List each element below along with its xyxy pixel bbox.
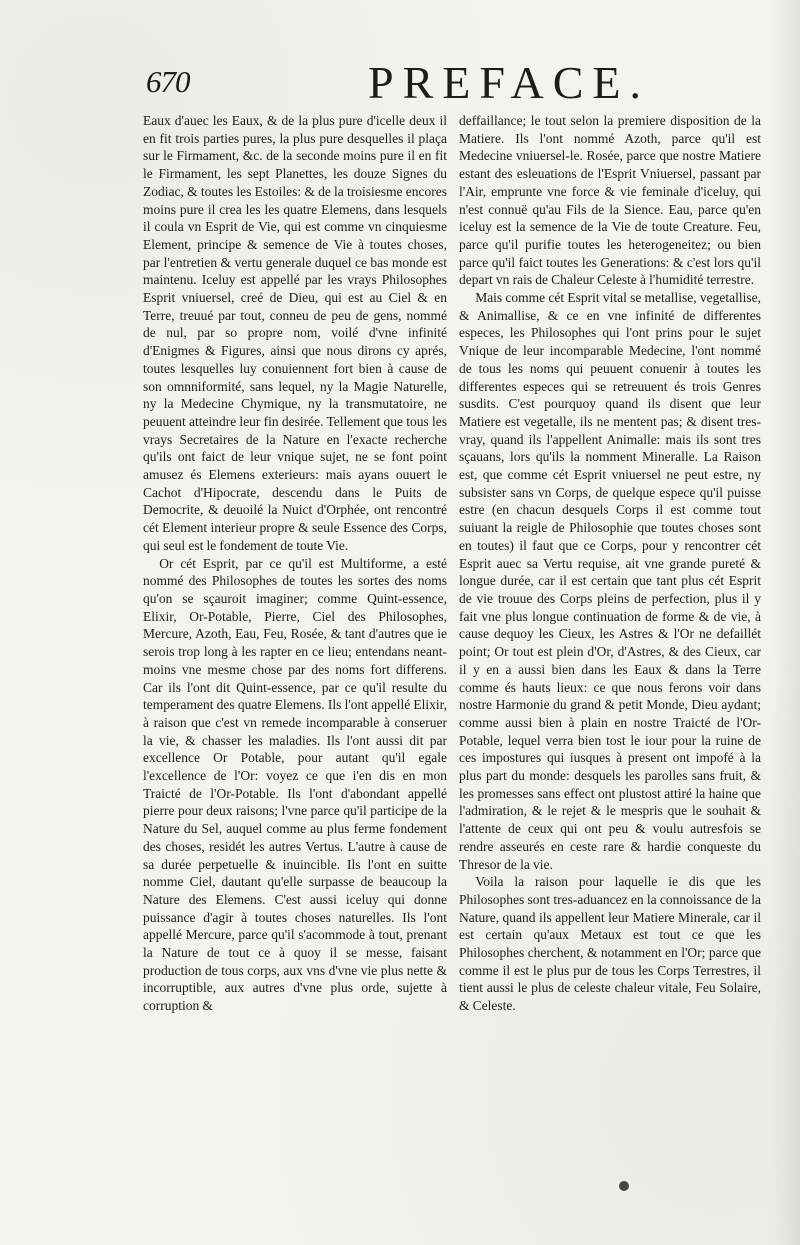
- right-paragraph-2: Mais comme cét Esprit vital se metallise, vegetallise, & Animallise, & ce en vne infinité de differentes especes, les Philosophes qui l'ont prins pour le sujet Vnique de leur incomparable Medecine, l'ont nommé de tous les noms qui peuuent conuenir à toutes les differentes especes qui se retreuuent és trois Genres susdits. C'est pourquoy quand ils disent que leur Matiere est vegetalle, ils ne mentent pas; & disent tres-vray, quand ils l'appellent Animalle: mais ils sont tres sçauans, lors qu'ils la nomment Mineralle. La Raison est, que comme cét Esprit vniuersel ne peut estre, ny subsister sans vn Corps, de quelque espece qu'il puisse estre (en chacun desquels Corps il est comme tout suiuant la reigle de Philosophie que toutes choses sont en toutes) il faut que ce Corps, pour y rencontrer cét Esprit auec sa Vertu requise, ait vne grande pureté & longue durée, car il est certain que tant plus cét Esprit de vie trouue des Corps pleins de perfection, plus il y fait vne plus longue continuation de forme & de vie, à cause dequoy les Cieux, les Astres & l'Or ne defaillét point; Or tout est plein d'Or, d'Astres, & des Cieux, car il y en a aussi bien dans les Eaux & dans la Terre comme és hauts lieux: ce que nous ferons voir dans nostre Harmonie du grand & petit Monde, Dieu aydant; comme aussi bien à plain en nostre Traicté de l'Or-Potable, lequel verra bien tost le iour pour la ruine de ces impostures qui iusques à present ont impofé à la plus part du monde: desquels les parolles sans fruit, & les promesses sans effect ont plustost attiré la haine que l'admiration, & le rejet & le mespris que le souhait & l'attente de ceux qui ont peu & voulu autresfois se rendre asseurés en ceste rare & hardie conqueste du Thresor de la vie.: [459, 290, 761, 872]
- page-number: 670: [146, 64, 190, 99]
- left-paragraph-2: Or cét Esprit, par ce qu'il est Multiforme, a esté nommé des Philosophes de toutes les sortes des noms qu'on se sçauroit imaginer; comme Quint-essence, Elixir, Or-Potable, Pierre, Ciel des Philosophes, Mercure, Azoth, Eau, Feu, Rosée, & tant d'autres que ie serois trop long à les rapter en ce lieu; entendans neant-moins vne mesme chose par des noms fort differens. Car ils l'ont dit Quint-essence, par ce qu'il resulte du temperament des quatre Elemens. Ils l'ont appellé Elixir, à raison que c'est vn remede incomparable à conseruer la vie, & chasser les maladies. Ils l'ont aussi dit par excellence Or Potable, pour autant qu'il egale l'excellence de l'Or: voyez ce que i'en dis en mon Traicté de l'Or-Potable. Ils l'ont d'abondant appellé pierre pour deux raisons; l'vne parce qu'il participe de la Nature du Sel, auquel comme au plus ferme fondement des choses, residét les autres Vertus. L'autre à cause de sa durée perpetuelle & inuincible. Ils l'ont en suitte nomme Ciel, dautant qu'elle surpasse de beaucoup la Nature des Elemens. C'est aussi iceluy qui donne puissance d'agir à toutes choses naturelles. Ils l'ont appellé Mercure, parce qu'il s'acommode à tout, prenant la Nature de tout ce à quoy il se messe, faisant production de tous corps, aux vns d'vne vie plus nette & incorruptible, aux autres d'vne plus orde, sujette à corruption &: [143, 555, 447, 1014]
- circle-ornament: [619, 1181, 629, 1191]
- left-text-column: [143, 112, 447, 1132]
- page-edge-shadow: [770, 0, 800, 1245]
- running-title: PREFACE.: [368, 57, 651, 108]
- right-paragraph-3: Voila la raison pour laquelle ie dis que les Philosophes sont tres-aduancez en la connoissance de la Nature, quand ils appellent leur Matiere Minerale, car il est certain qu'aux Metaux est tout ce que les Philosophes cherchent, & notamment en l'Or; parce que comme il est le plus pur de tous les Corps Terrestres, il tient aussi le plus de celeste chaleur vitale, Feu Solaire, & Celeste.: [459, 874, 761, 1014]
- page-header: [146, 48, 756, 108]
- right-text-column: [459, 112, 761, 1132]
- left-paragraph-1: Eaux d'auec les Eaux, & de la plus pure d'icelle deux il en fit trois parties pures, la plus pure desquelles il plaça sur le Firmament, &c. de la seconde moins pure il en fit le Firmament, les sept Planettes, les douze Signes du Zodiac, & toutes les Estoiles: & de la troisiesme encores moins pure il crea les les quatre Elemens, dans lesquels il coula vn Esprit de Vie, qui est comme vn cinquiesme Element, principe & semence de Vie à toutes choses, par l'entretien & vertu generale duquel ce bas monde est maintenu. Iceluy est appellé par les vrays Philosophes Esprit vniuersel, creé de Dieu, qui est au Ciel & en Terre, treuué par tout, conneu de peu de gens, nommé de nul, par so propre nom, voilé d'vne infinité d'Enigmes & Figures, ainsi que nous dirons cy aprés, toutes lesquelles luy conuiennent fort bien à cause de son omnniformité, sans lequel, ny la Magie Naturelle, ny la Medecine Chymique, ny la transmutatoire, ne peuuent atteindre leur fin desirée. Tellement que tous les vrays Secretaires de la Nature en l'exacte recherche qu'ils ont faict de leur vnique sujet, ne se font point amusez és Elemens exterieurs: mais ayans ouuert le Cachot d'Hipocrate, descendu dans le Puits de Democrite, & deuoilé la Nuict d'Orphée, ont rencontré cét Element interieur propre & seule Essence des Corps, qui seul est le fondement de toute Vie.: [143, 113, 447, 553]
- right-paragraph-1: deffaillance; le tout selon la premiere disposition de la Matiere. Ils l'ont nommé Azoth, parce qu'il est Medecine vniuersel-le. Rosée, parce que nostre Matiere estant des esleuations de l'Esprit Vniuersel, passant par l'Air, emprunte vne force & vie feminale d'iceluy, qui n'est connuë qu'au Fils de la Sience. Eau, parce qu'en iceluy est la semence de la Vie de toute Creature. Feu, parce qu'il purifie toutes les heterogeneitez; ou bien parce qu'il faict toutes les Generations: & c'est lors qu'il depart vn rais de Chaleur Celeste à l'humidité terrestre.: [459, 113, 761, 288]
